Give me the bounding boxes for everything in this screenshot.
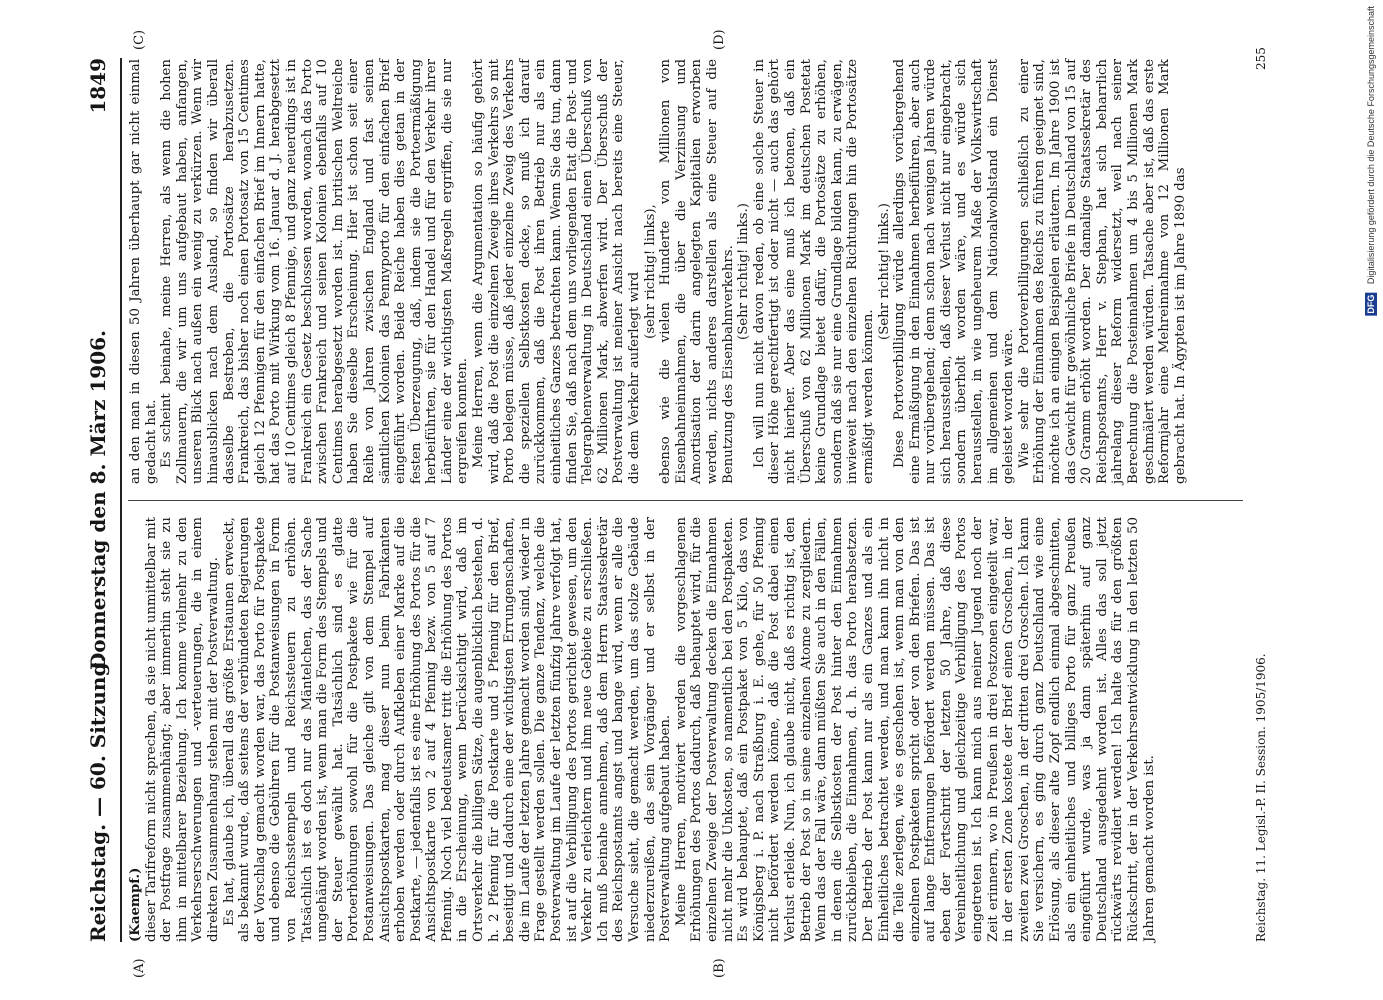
- marker-b: (B): [712, 958, 727, 978]
- paragraph: dieser Tarifreform nicht sprechen, da sie nicht unmittelbar mit der Postfrage zusammenhängt; aber immerhin steht sie zu ihm in mittelbarer Beziehung. Ich komme vielmehr zu den Verkehrserschwerungen und -verteuerungen, die in einem direkten Zusammenhang stehen mit der Postverwaltung.: [143, 517, 221, 942]
- paragraph: Ich will nun nicht davon reden, ob eine solche Steuer in dieser Höhe gerechtfertigt ist oder nicht — auch das gehört nicht hierher. Aber das eine muß ich betonen, daß ein Überschuß von 62 Millionen Mark im deutschen Postetat keine Grundlage bietet dafür, die Portosätze zu erhöhen, sondern daß sie nur eine Grundlage bilden kann, zu erwägen, inwieweit nach den einzelnen Richtungen hin die Portosätze ermäßigt werden können.: [751, 59, 876, 484]
- paragraph: Meine Herren, wenn die Argumentation so häufig gehört wird, daß die Post die einzelnen Zweige ihres Verkehrs so mit Porto belegen müsse, daß jeder einzelne Zweig des Verkehrs die speziellen Selbstkosten decke, so muß ich darauf zurückkommen, daß die Post ihren Betrieb nur als ein einheitliches Ganzes betrachten kann. Wenn Sie das tun, dann finden Sie, daß nach dem uns vorliegenden Etat die Post- und Telegraphenverwaltung in Deutschland einen Überschuß von 62 Millionen Mark, abwerfen wird. Der Überschuß der Postverwaltung ist meiner Ansicht nach bereits eine Steuer, die dem Verkehr auferlegt wird: [471, 59, 642, 484]
- column-divider: [128, 500, 1243, 501]
- paragraph: Es scheint beinahe, meine Herren, als wenn die hohen Zollmauern, die wir um uns aufgebaut haben, anfangen, unseren Blick nach außen ein wenig zu verkürzen. Wenn wir hinausblicken nach dem Ausland, so finden wir überall dasselbe Bestreben, die Portosätze herabzusetzen. Frankreich, das bisher noch einen Portosatz von 15 Centimes gleich 12 Pfennigen für den einfachen Brief im Innern hatte, hat das Porto mit Wirkung vom 16. Januar d. J. herabgesetzt auf 10 Centimes gleich 8 Pfennige, und ganz neuerdings ist in Frankreich ein Gesetz beschlossen worden, wonach das Porto zwischen Frankreich und seinen Kolonien ebenfalls auf 10 Centimes herabgesetzt worden ist. Im britischen Weltreiche haben Sie dieselbe Erscheinung. Hier ist schon seit einer Reihe von Jahren zwischen England und fast seinen sämtlichen Kolonien das Pennyporto für den einfachen Brief eingeführt worden. Beide Reiche haben dies getan in der festen Überzeugung, daß, indem sie die Portoermäßigung herbeiführten, sie für den Handel und für den Verkehr ihrer Länder eine der wichtigsten Maßregeln ergriffen, die sie nur ergreifen konnten.: [159, 59, 471, 484]
- digitization-credit: [1365, 6, 1377, 316]
- paragraph: ebenso wie die vielen Hunderte von Millionen von Eisenbahneinnahmen, die über die Verzinsung und Amortisation der darin angelegten Kapitalien erworben werden, nichts anderes darstellen als eine Steuer auf die Benutzung des Eisenbahnverkehrs.: [658, 59, 736, 484]
- paragraph: an den man in diesen 50 Jahren überhaupt gar nicht einmal gedacht hat.: [128, 59, 159, 484]
- left-column: [128, 517, 1157, 942]
- paragraph: Diese Portoverbilligung würde allerdings vorübergehend eine Ermäßigung in den Einnahmen herbeiführen, aber auch nur vorübergehend; denn schon nach wenigen Jahren würde sich herausstellen, daß dieser Verlust nicht nur eingebracht, sondern überholt worden wäre, und es würde sich herausstellen, in wie ungeheurem Maße der Volkswirtschaft im allgemeinen und dem Nationalwohlstand ein Dienst geleistet worden wäre.: [892, 59, 1017, 484]
- footer-session: Reichstag. 11. Legisl.-P. II. Session. 1905/1906.: [1254, 653, 1268, 942]
- page-number: 1849: [86, 58, 110, 114]
- marker-c: (C): [132, 29, 147, 50]
- right-column: [128, 59, 1188, 484]
- footer-sheet-number: 255: [1254, 47, 1268, 70]
- interjection: (Sehr richtig! links.): [736, 203, 752, 340]
- header-left: Reichstag. — 60. Sitzung.: [86, 655, 110, 942]
- interjection: (sehr richtig! links),: [642, 204, 658, 339]
- credit-text: Digitalisierung gefördert durch die Deutsche Forschungsgemeinschaft: [1366, 6, 1376, 285]
- paragraph: Wie sehr die Portoverbilligungen schließlich zu einer Erhöhung der Einnahmen des Reichs zu führen geeignet sind, möchte ich an einigen Beispielen erläutern. Im Jahre 1900 ist das Gewicht für gewöhnliche Briefe in Deutschland von 15 auf 20 Gramm erhöht worden. Der damalige Staatssekretär des Reichspostamts, Herr v. Stephan, hat sich beharrlich jahrelang dieser Reform widersetzt, weil nach seiner Berechnung die Posteinnahmen um 4 bis 5 Millionen Mark geschmälert werden würden. Tatsache aber ist, daß das erste Reformjahr eine Mehreinnahme von 12 Millionen Mark gebracht hat. In Ägypten ist im Jahre 1890 das: [1016, 59, 1188, 484]
- paragraph: Meine Herren, motiviert werden die vorgeschlagenen Erhöhungen des Portos dadurch, daß behauptet wird, für die einzelnen Zweige der Postverwaltung decken die Einnahmen nicht mehr die Unkosten, so namentlich bei den Postpaketen. Es wird behauptet, daß ein Postpaket von 5 Kilo, das von Königsberg i. P. nach Straßburg i. E. gehe, für 50 Pfennig nicht befördert werden könne, daß die Post dabei einen Verlust erleide. Nun, ich glaube nicht, daß es richtig ist, den Betrieb der Post so in seine einzelnen Atome zu zergliedern. Wenn das der Fall wäre, dann müßten Sie auch in den Fällen, in denen die Selbstkosten der Post hinter den Einnahmen zurückbleiben, die Einnahmen, d. h. das Porto herabsetzen. Der Betrieb der Post kann nur als ein Ganzes und als ein Einheitliches betrachtet werden, und man kann ihn nicht in die Teile zerlegen, wie es geschehen ist, wenn man von den einzelnen Postpaketen spricht oder von den Briefen. Das ist auf lange Entfernungen befördert werden müssen. Das ist eben der Fortschritt der letzten 50 Jahre, daß diese Vereinheitlichung und gleichzeitige Verbilligung des Portos eingetreten ist. Ich kann mich aus meiner Jugend noch der Zeit erinnern, wo in Preußen in drei Postzonen eingeteilt war, in der ersten Zone kostete der Brief einen Groschen, in der zweiten zwei Groschen, in der dritten drei Groschen. Ich kann Sie versichern, es ging durch ganz Deutschland wie eine Erlösung, als dieser alte Zopf endlich einmal abgeschnitten, als ein einheitliches und billiges Porto für ganz Preußen eingeführt wurde, was ja dann späterhin auf ganz Deutschland ausgedehnt worden ist. Alles das soll jetzt rückwärts revidiert werden! Ich halte das für den größten Rückschritt, der in der Verkehrsentwicklung in den letzten 50 Jahren gemacht worden ist.: [673, 517, 1157, 942]
- page-header: [80, 58, 122, 942]
- marker-a: (A): [132, 958, 147, 978]
- speaker-note: (Kaempf.): [128, 867, 143, 942]
- interjection: (Sehr richtig! links.): [876, 203, 892, 340]
- rotated-document-page: [22, 0, 1342, 1000]
- header-date: Donnerstag den 8. März 1906.: [86, 329, 110, 671]
- dfg-logo: DFG: [1366, 294, 1376, 314]
- paragraph: Es hat, glaube ich, überall das größte Erstaunen erweckt, als bekannt wurde, daß seitens der verbündeten Regierungen der Vorschlag gemacht worden war, das Porto für Postpakete und ebenso die Gebühren für die Postanweisungen in Form von Reichsstempeln und Reichssteuern zu erhöhen. Tatsächlich ist es doch nur das Mäntelchen, das der Sache umgehängt worden ist, wenn man die Form des Stempels und der Steuer gewählt hat. Tatsächlich sind es glatte Portoerhöhungen sowohl für die Postpakete wie für die Postanweisungen. Das gleiche gilt von dem Stempel auf Ansichtspostkarten, mag dieser nun beim Fabrikanten erhoben werden oder durch Aufkleben einer Marke auf die Postkarte, — jedenfalls ist es eine Erhöhung des Portos für die Ansichtspostkarte von 2 auf 4 Pfennig bezw. von 5 auf 7 Pfennig. Noch viel bedeutsamer tritt die Erhöhung des Portos in die Erscheinung, wenn berücksichtigt wird, daß im Ortsverkehr die billigen Sätze, die augenblicklich bestehen, d. h. 2 Pfennig für die Postkarte und 5 Pfennig für den Brief, beseitigt und dadurch eine der wichtigsten Errungenschaften, die im Laufe der letzten Jahre gemacht worden sind, wieder in Frage gestellt werden sollen. Die ganze Tendenz, welche die Postverwaltung im Laufe der letzten fünfzig Jahre verfolgt hat, ist auf die Verbilligung des Portos gerichtet gewesen, um den Verkehr zu erleichtern und ihm neue Gebiete zu erschließen. Ich muß beinahe annehmen, daß dem Herrn Staatssekretär des Reichspostamts angst und bange wird, wenn er alle die Versuche sieht, die gemacht werden, um das stolze Gebäude niederzureißen, das sein Vorgänger und er selbst in der Postverwaltung aufgebaut haben.: [221, 517, 674, 942]
- marker-d: (D): [712, 29, 727, 50]
